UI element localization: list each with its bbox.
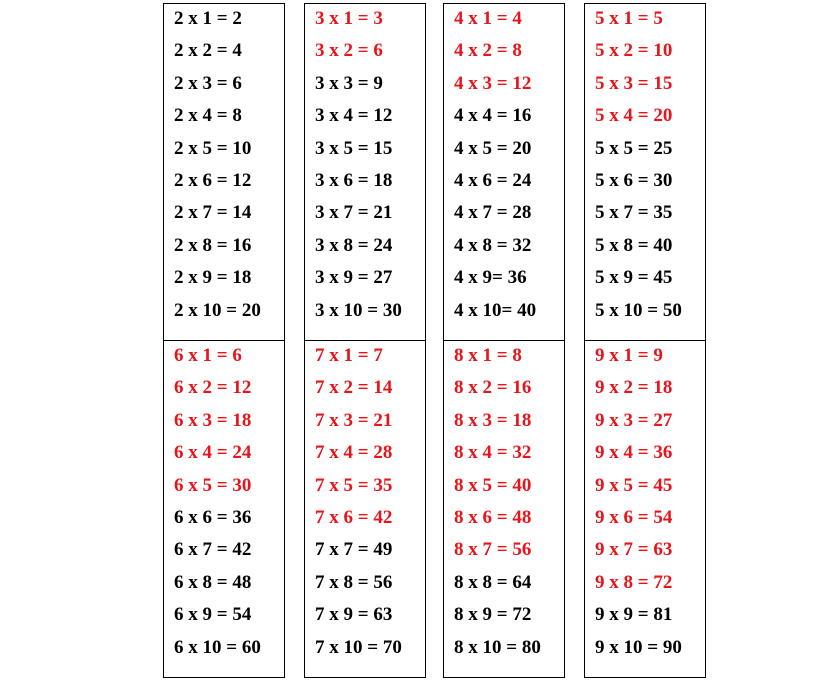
table-6-line-1: 6 x 1 = 6 [174, 345, 242, 366]
table-3-line-5: 3 x 5 = 15 [315, 137, 393, 159]
table-7-line-5: 7 x 5 = 35 [315, 474, 393, 496]
table-3-line-3: 3 x 3 = 9 [315, 72, 383, 94]
table-5-line-7: 5 x 7 = 35 [595, 202, 673, 224]
table-9-line-6: 9 x 6 = 54 [595, 507, 673, 528]
table-8-line-3: 8 x 3 = 18 [454, 409, 532, 431]
table-5-line-4: 5 x 4 = 20 [595, 105, 673, 127]
table-6-line-8: 6 x 8 = 48 [174, 571, 252, 593]
table-6-line-5: 6 x 5 = 30 [174, 474, 252, 496]
table-5-line-1: 5 x 1 = 5 [595, 8, 663, 29]
table-2-line-1: 2 x 1 = 2 [174, 8, 242, 29]
table-2-line-7: 2 x 7 = 14 [174, 202, 252, 224]
table-6-line-4: 6 x 4 = 24 [174, 442, 252, 464]
table-5-line-10: 5 x 10 = 50 [595, 299, 682, 321]
table-6-line-6: 6 x 6 = 36 [174, 507, 252, 528]
table-9-line-8: 9 x 8 = 72 [595, 571, 673, 593]
table-5-box [584, 3, 706, 341]
table-8-line-5: 8 x 5 = 40 [454, 474, 532, 496]
table-9-line-7: 9 x 7 = 63 [595, 539, 673, 561]
table-2-line-4: 2 x 4 = 8 [174, 105, 242, 127]
table-2-line-8: 2 x 8 = 16 [174, 234, 252, 256]
table-9-line-3: 9 x 3 = 27 [595, 409, 673, 431]
table-3-line-8: 3 x 8 = 24 [315, 234, 393, 256]
table-8-line-2: 8 x 2 = 16 [454, 377, 532, 399]
table-3-line-4: 3 x 4 = 12 [315, 105, 393, 127]
table-7-box [304, 340, 426, 678]
table-3-line-9: 3 x 9 = 27 [315, 267, 393, 289]
table-5-line-2: 5 x 2 = 10 [595, 40, 673, 62]
table-5-line-8: 5 x 8 = 40 [595, 234, 673, 256]
table-5-line-3: 5 x 3 = 15 [595, 72, 673, 94]
table-4-line-10: 4 x 10= 40 [454, 299, 537, 321]
table-7-line-3: 7 x 3 = 21 [315, 409, 393, 431]
table-8-box [443, 340, 565, 678]
table-4-line-1: 4 x 1 = 4 [454, 8, 522, 29]
table-4-line-8: 4 x 8 = 32 [454, 234, 532, 256]
table-7-line-6: 7 x 6 = 42 [315, 507, 393, 528]
table-6-line-7: 6 x 7 = 42 [174, 539, 252, 561]
table-6-box [163, 340, 285, 678]
table-7-line-10: 7 x 10 = 70 [315, 636, 402, 658]
table-7-line-4: 7 x 4 = 28 [315, 442, 393, 464]
table-6-line-9: 6 x 9 = 54 [174, 604, 252, 626]
table-9-line-5: 9 x 5 = 45 [595, 474, 673, 496]
table-6-line-2: 6 x 2 = 12 [174, 377, 252, 399]
table-4-line-7: 4 x 7 = 28 [454, 202, 532, 224]
table-7-line-8: 7 x 8 = 56 [315, 571, 393, 593]
table-9-box [584, 340, 706, 678]
table-4-line-9: 4 x 9= 36 [454, 267, 527, 289]
table-4-box [443, 3, 565, 341]
table-3-line-10: 3 x 10 = 30 [315, 299, 402, 321]
table-8-line-8: 8 x 8 = 64 [454, 571, 532, 593]
table-2-line-9: 2 x 9 = 18 [174, 267, 252, 289]
table-8-line-4: 8 x 4 = 32 [454, 442, 532, 464]
table-5-line-9: 5 x 9 = 45 [595, 267, 673, 289]
table-4-line-4: 4 x 4 = 16 [454, 105, 532, 127]
table-8-line-1: 8 x 1 = 8 [454, 345, 522, 366]
table-8-line-6: 8 x 6 = 48 [454, 507, 532, 528]
table-3-line-6: 3 x 6 = 18 [315, 170, 393, 191]
table-3-line-2: 3 x 2 = 6 [315, 40, 383, 62]
table-2-line-10: 2 x 10 = 20 [174, 299, 261, 321]
table-5-line-6: 5 x 6 = 30 [595, 170, 673, 191]
table-3-line-7: 3 x 7 = 21 [315, 202, 393, 224]
table-9-line-9: 9 x 9 = 81 [595, 604, 673, 626]
table-7-line-1: 7 x 1 = 7 [315, 345, 383, 366]
table-9-line-1: 9 x 1 = 9 [595, 345, 663, 366]
table-9-line-4: 9 x 4 = 36 [595, 442, 673, 464]
table-4-line-3: 4 x 3 = 12 [454, 72, 532, 94]
table-7-line-2: 7 x 2 = 14 [315, 377, 393, 399]
table-8-line-10: 8 x 10 = 80 [454, 636, 541, 658]
table-4-line-2: 4 x 2 = 8 [454, 40, 522, 62]
table-2-line-2: 2 x 2 = 4 [174, 40, 242, 62]
table-4-line-6: 4 x 6 = 24 [454, 170, 532, 191]
table-8-line-7: 8 x 7 = 56 [454, 539, 532, 561]
table-7-line-7: 7 x 7 = 49 [315, 539, 393, 561]
table-3-line-1: 3 x 1 = 3 [315, 8, 383, 29]
table-2-line-3: 2 x 3 = 6 [174, 72, 242, 94]
table-2-line-6: 2 x 6 = 12 [174, 170, 252, 191]
table-9-line-10: 9 x 10 = 90 [595, 636, 682, 658]
table-2-box [163, 3, 285, 341]
table-9-line-2: 9 x 2 = 18 [595, 377, 673, 399]
table-8-line-9: 8 x 9 = 72 [454, 604, 532, 626]
table-2-line-5: 2 x 5 = 10 [174, 137, 252, 159]
table-7-line-9: 7 x 9 = 63 [315, 604, 393, 626]
table-4-line-5: 4 x 5 = 20 [454, 137, 532, 159]
table-6-line-3: 6 x 3 = 18 [174, 409, 252, 431]
table-3-box [304, 3, 426, 341]
table-5-line-5: 5 x 5 = 25 [595, 137, 673, 159]
table-6-line-10: 6 x 10 = 60 [174, 636, 261, 658]
